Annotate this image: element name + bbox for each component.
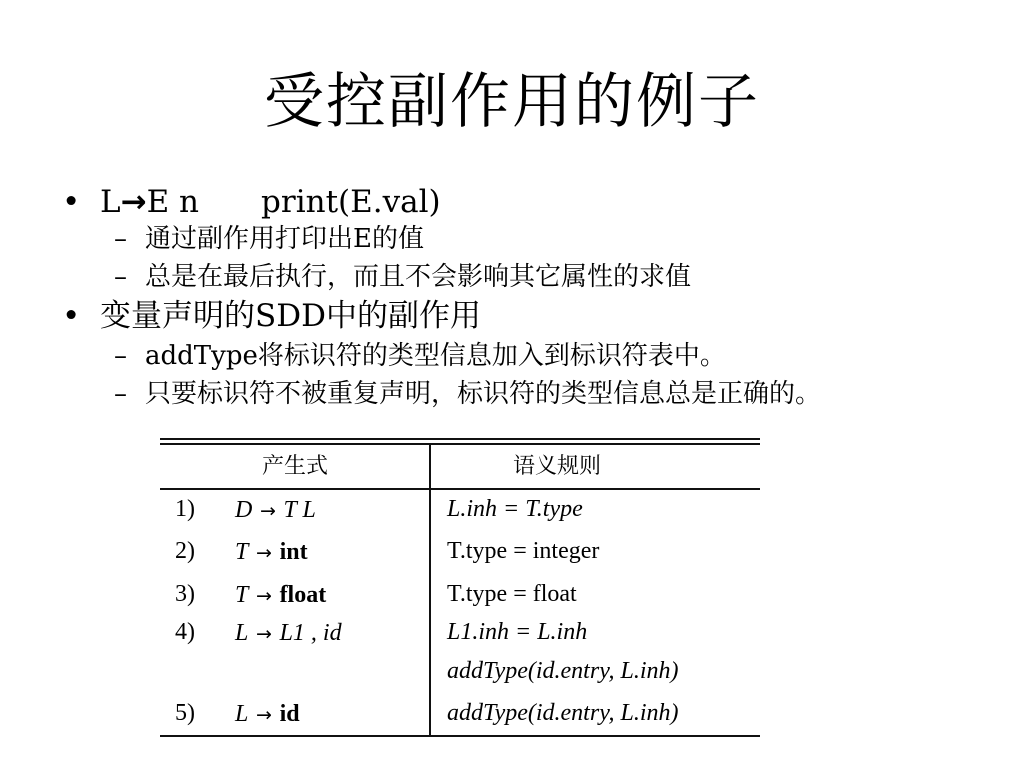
row-1-production: D → T L: [235, 497, 316, 523]
row-4-number: 4): [175, 619, 195, 645]
row-5-production: L → id: [235, 701, 300, 727]
row-5-rule: addType(id.entry, L.inh): [447, 700, 679, 726]
slide-title: 受控副作用的例子: [264, 67, 760, 137]
row-4-rule-2: addType(id.entry, L.inh): [447, 658, 679, 684]
bullet-2-text: 变量声明的SDD中的副作用: [100, 298, 481, 334]
arrow-icon: →: [120, 184, 147, 220]
row-5-number: 5): [175, 700, 195, 726]
table-column-divider: [429, 445, 431, 737]
row-1-rule: L.inh = T.type: [447, 496, 583, 522]
row-2-rule: T.type = integer: [447, 538, 600, 564]
table-bottom-rule: [160, 735, 760, 737]
table-header-rule: [160, 488, 760, 490]
table-top-rule-2: [160, 443, 760, 445]
row-4-production: L → L1 , id: [235, 620, 342, 646]
table-top-rule: [160, 438, 760, 440]
row-2-production: T → int: [235, 539, 308, 565]
row-3-production: T → float: [235, 582, 327, 608]
row-1-number: 1): [175, 496, 195, 522]
row-3-rule: T.type = float: [447, 581, 577, 607]
bullet-dot: •: [62, 298, 81, 334]
header-semantic-rules: 语义规则: [513, 454, 602, 479]
bullet-1-text: L→E n print(E.val): [100, 184, 441, 220]
row-3-number: 3): [175, 581, 195, 607]
header-production: 产生式: [262, 454, 329, 479]
row-4-rule-1: L1.inh = L.inh: [447, 619, 588, 645]
row-2-number: 2): [175, 538, 195, 564]
bullet-dot: •: [62, 184, 81, 220]
